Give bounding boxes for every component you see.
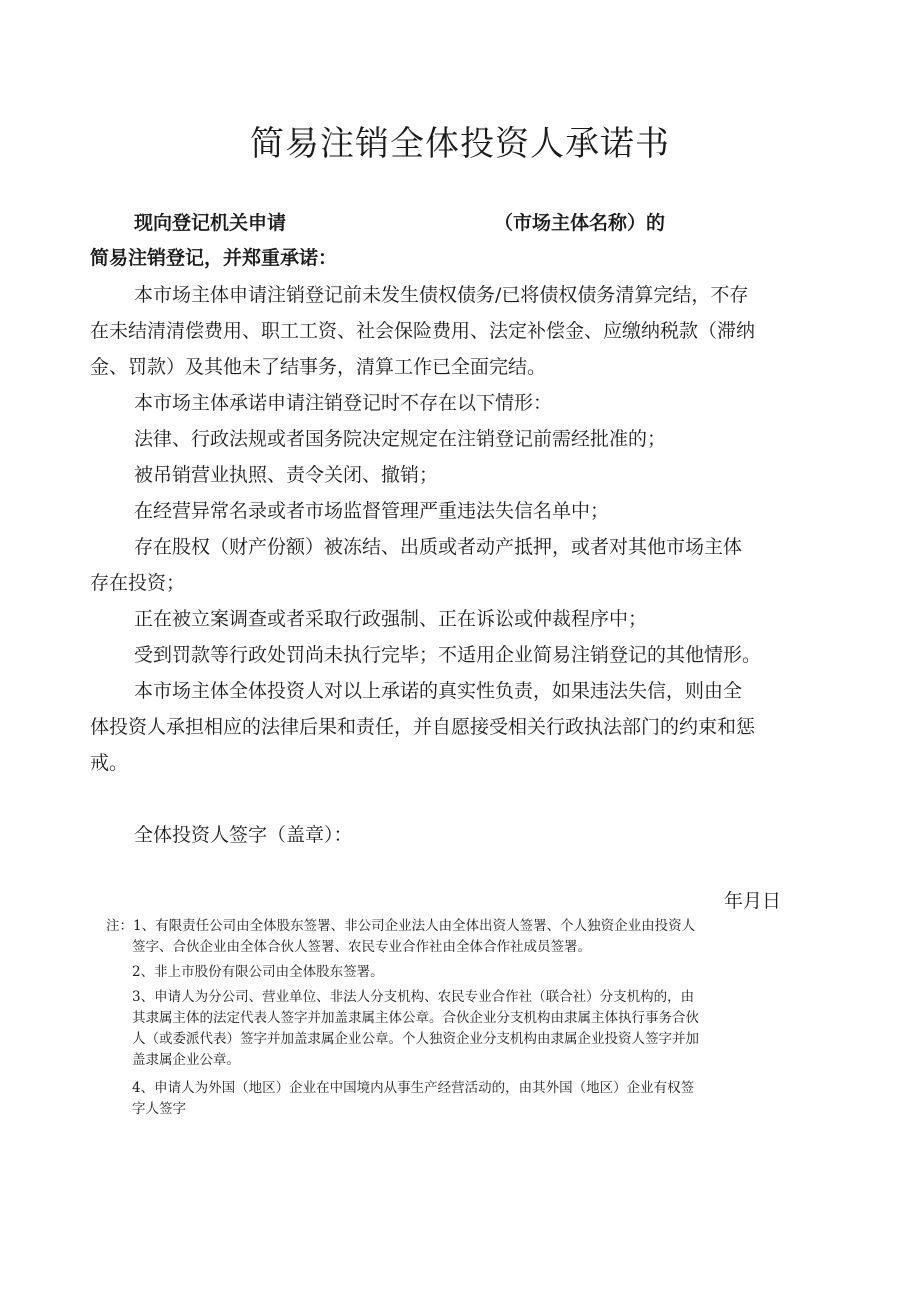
- note-1-line-2: 签字、合伙企业由全体合伙人签署、农民专业合作社由全体合作社成员签署。: [132, 939, 591, 955]
- note-3-line-3: 人（或委派代表）签字并加盖隶属企业公章。个人独资企业分支机构由隶属企业投资人签字并加: [132, 1031, 699, 1047]
- note-4-line-1: 4、申请人为外国（地区）企业在中国境内从事生产经营活动的，由其外国（地区）企业有权签: [132, 1080, 695, 1096]
- date-label: 年月日: [724, 890, 782, 912]
- note-2: 2、非上市股份有限公司由全体股东签署。: [132, 964, 384, 980]
- note-3-line-4: 盖隶属企业公章。: [132, 1052, 240, 1068]
- condition-item: 法律、行政法规或者国务院决定规定在注销登记前需经批准的；: [134, 428, 667, 450]
- signature-label: 全体投资人签字（盖章）：: [134, 824, 353, 846]
- condition-item-4-line-2: 存在投资；: [90, 572, 186, 594]
- condition-item: 被吊销营业执照、责令关闭、撤销；: [134, 464, 439, 486]
- note-1-line-1: 注：1、有限责任公司由全体股东签署、非公司企业法人由全体出资人签署、个人独资企业由投资人: [106, 918, 696, 934]
- condition-item-5: 正在被立案调查或者采取行政强制、正在诉讼或仲裁程序中；: [134, 608, 648, 630]
- paragraph-1-line-1: 本市场主体申请注销登记前未发生债权债务/已将债权债务清算完结，不存: [134, 284, 749, 306]
- note-4-line-2: 字人签字: [132, 1101, 186, 1117]
- paragraph-2: 本市场主体承诺申请注销登记时不存在以下情形：: [134, 392, 553, 414]
- paragraph-1-line-2: 在未结清清偿费用、职工工资、社会保险费用、法定补偿金、应缴纳税款（滞纳: [90, 320, 756, 342]
- note-3-line-1: 3、申请人为分公司、营业单位、非法人分支机构、农民专业合作社（联合社）分支机构的，由: [132, 989, 695, 1005]
- condition-item-6: 受到罚款等行政处罚尚未执行完毕；不适用企业简易注销登记的其他情形。: [134, 644, 762, 666]
- intro-prefix: 现向登记机关申请: [134, 212, 287, 234]
- document-title: 简易注销全体投资人承诺书: [250, 124, 670, 164]
- note-3-line-2: 其隶属主体的法定代表人签字并加盖隶属主体公章。合伙企业分支机构由隶属主体执行事务合伙: [132, 1010, 699, 1026]
- paragraph-3-line-1: 本市场主体全体投资人对以上承诺的真实性负责，如果违法失信，则由全: [134, 680, 743, 702]
- paragraph-1-line-3: 金、罚款）及其他未了结事务，清算工作已全面完结。: [90, 356, 547, 378]
- intro-continuation: 简易注销登记，并郑重承诺：: [90, 247, 338, 269]
- entity-name-placeholder: （市场主体名称）的: [494, 212, 666, 234]
- paragraph-3-line-2: 体投资人承担相应的法律后果和责任，并自愿接受相关行政执法部门的约束和惩: [90, 716, 756, 738]
- condition-item: 在经营异常名录或者市场监督管理严重违法失信名单中；: [134, 500, 610, 522]
- paragraph-3-line-3: 戒。: [90, 752, 129, 774]
- condition-item-4-line-1: 存在股权（财产份额）被冻结、出质或者动产抵押，或者对其他市场主体: [134, 536, 743, 558]
